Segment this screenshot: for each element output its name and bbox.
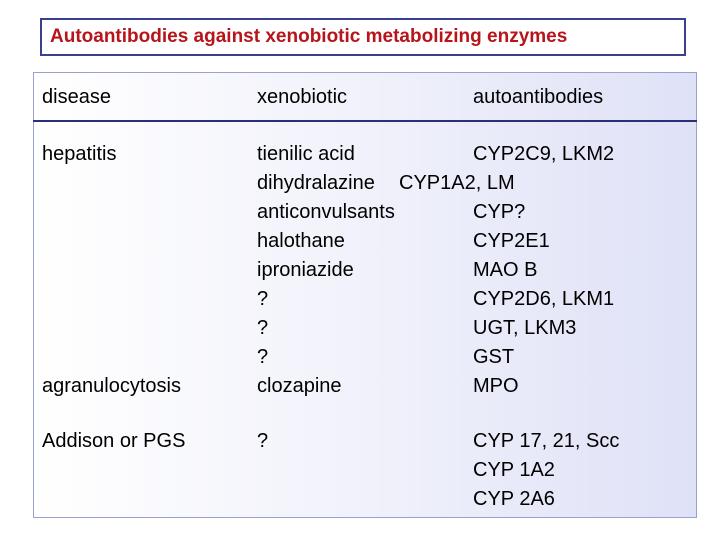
xenobiotic-item: ? [257,317,269,339]
autoantibody-item: GST [473,346,515,368]
slide-title: Autoantibodies against xenobiotic metabolizing enzymes [50,26,568,47]
disease-agranulocytosis: agranulocytosis [42,375,181,397]
autoantibody-item: CYP 2A6 [473,488,555,510]
autoantibody-list [399,140,615,401]
xenobiotic-item: ? [257,346,269,368]
autoantibody-item: CYP 1A2 [473,459,555,481]
header-autoantibodies: autoantibodies [473,86,604,108]
autoantibody-item: MAO B [473,259,538,281]
addison-xenobiotic: ? [257,430,269,452]
disease-addison: Addison or PGS [42,430,186,452]
xenobiotic-item: clozapine [257,375,342,397]
xenobiotic-item: anticonvulsants [257,201,395,223]
xenobiotic-list [257,140,395,401]
autoantibody-item: MPO [473,375,519,397]
disease-hepatitis: hepatitis [42,143,117,165]
xenobiotic-item: tienilic acid [257,143,355,165]
header-disease: disease [42,86,111,108]
autoantibody-item: UGT, LKM3 [473,317,577,339]
xenobiotic-item: dihydralazine [257,172,375,194]
header-xenobiotic: xenobiotic [257,86,348,108]
addison-autoantibody-list [473,427,619,514]
header-divider [33,120,697,122]
autoantibody-item: CYP? [473,201,526,223]
autoantibody-item: CYP2D6, LKM1 [473,288,615,310]
title-box [40,18,686,56]
autoantibody-item: CYP1A2, LM [399,172,515,194]
autoantibody-item: CYP2E1 [473,230,550,252]
autoantibody-item: CYP 17, 21, Scc [473,430,620,452]
xenobiotic-item: iproniazide [257,259,354,281]
autoantibody-item: CYP2C9, LKM2 [473,143,615,165]
xenobiotic-item: halothane [257,230,345,252]
xenobiotic-item: ? [257,288,269,310]
